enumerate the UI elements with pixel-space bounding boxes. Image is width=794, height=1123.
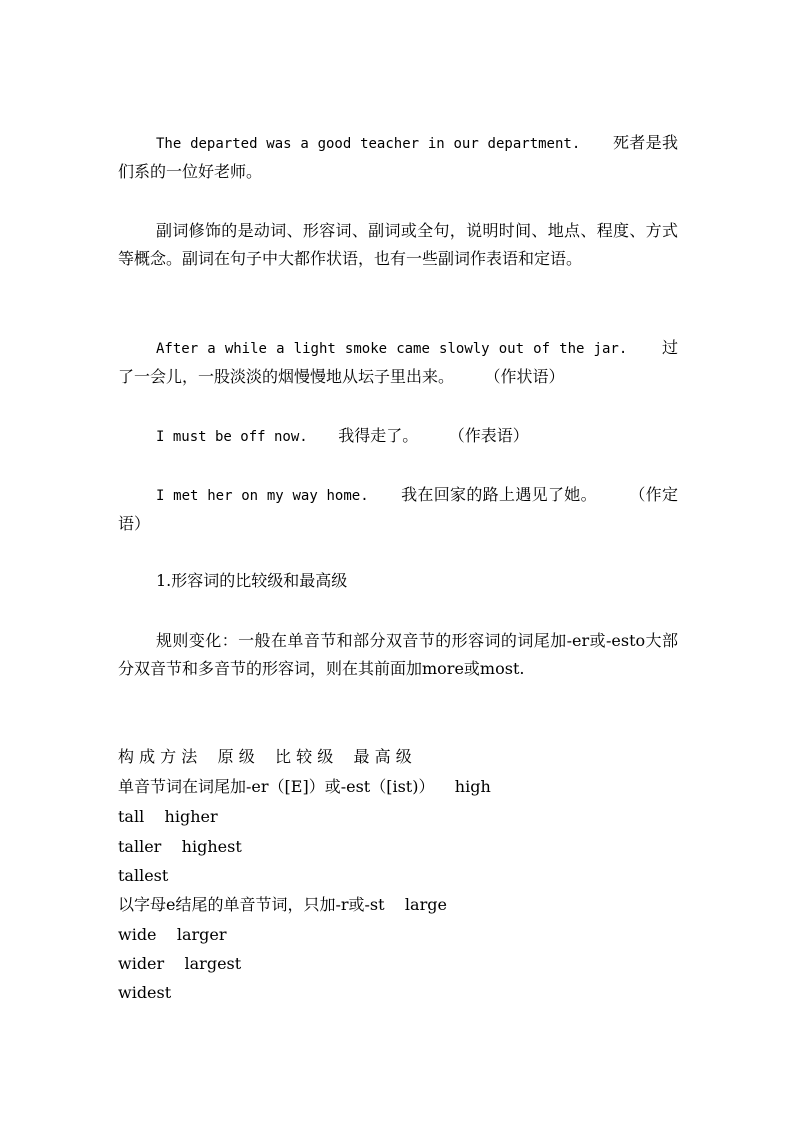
- english-sentence: The departed was a good teacher in our department.: [156, 136, 581, 152]
- chinese-translation: 死者是我们系的一位好老师。: [118, 133, 679, 181]
- chinese-translation: 我在回家的路上遇见了她。: [401, 485, 597, 504]
- english-sentence: I must be off now.: [156, 429, 308, 445]
- english-sentence: I met her on my way home.: [156, 488, 369, 504]
- table-line: 以字母e结尾的单音节词，只加-r或-st large: [118, 895, 447, 914]
- english-sentence: After a while a light smoke came slowly out of the jar.: [156, 341, 628, 357]
- usage-note: （作状语）: [484, 367, 565, 386]
- chinese-translation: 我得走了。: [338, 426, 419, 445]
- section-heading: 1.形容词的比较级和最高级: [156, 571, 348, 590]
- table-line: tall higher: [118, 807, 218, 826]
- usage-note: （作定语）: [118, 485, 678, 533]
- usage-note: （作表语）: [448, 426, 529, 445]
- example-sentence-predicative: [118, 422, 678, 451]
- adverb-definition-paragraph: 副词修饰的是动词、形容词、副词或全句，说明时间、地点、程度、方式等概念。副词在句子中大都作状语，也有一些副词作表语和定语。: [118, 221, 678, 268]
- example-sentence-adverbial: [118, 334, 678, 391]
- table-line: 单音节词在词尾加-er（[E]）或-est（[ist)） high: [118, 777, 491, 796]
- chinese-translation: 过了一会儿，一股淡淡的烟慢慢地从坛子里出来。: [118, 338, 678, 386]
- example-sentence-departed: [118, 129, 678, 186]
- table-line: taller highest: [118, 837, 242, 856]
- example-sentence-attributive: [118, 481, 678, 538]
- table-line: wide larger: [118, 925, 227, 944]
- table-line: widest: [118, 983, 172, 1002]
- table-header-line: 构 成 方 法 原 级 比 较 级 最 高 级: [118, 747, 412, 766]
- table-line: wider largest: [118, 954, 242, 973]
- regular-change-paragraph: 规则变化：一般在单音节和部分双音节的形容词的词尾加-er或-esto大部分双音节和多音节的形容词，则在其前面加more或most.: [118, 631, 678, 678]
- table-line: tallest: [118, 866, 169, 885]
